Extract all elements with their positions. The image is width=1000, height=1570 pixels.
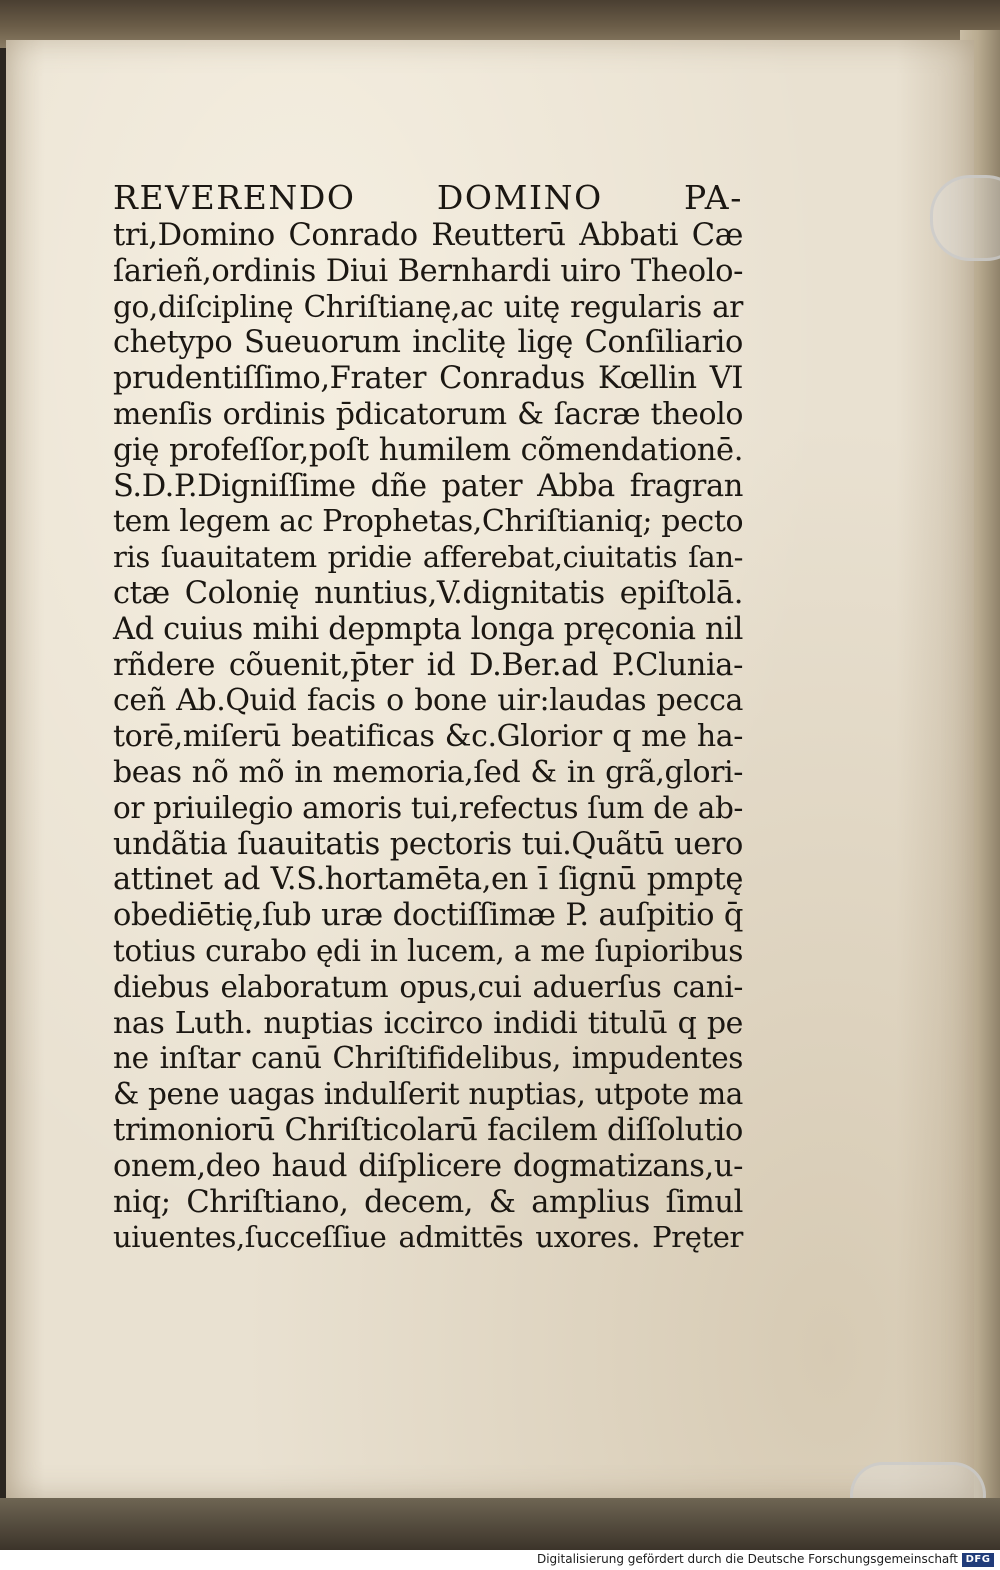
text-line: ceñ Ab.Quid facis o bone uir:laudas pecca	[113, 683, 743, 719]
text-line: ne inſtar canū Chriſtifidelibus, impudentes	[113, 1041, 743, 1076]
text-line: obediētię,ſub uræ doctiſſimæ P. auſpitio q̄	[113, 898, 743, 934]
text-line: totius curabo ędi in lucem, a me ſupioribus	[113, 933, 743, 968]
text-line: torē,miſerū beatificas &c.Glorior q me ha-	[113, 719, 743, 755]
text-line: Ad cuius mihi depmpta longa pręconia nil	[113, 611, 743, 647]
dedication-letter-text	[113, 178, 743, 1256]
text-line: undãtia ſuauitatis pectoris tui.Quãtū uero	[113, 826, 743, 862]
text-line: ctæ Colonię nuntius,V.dignitatis epiſtolā.	[113, 575, 743, 611]
digitization-credit: Digitalisierung gefördert durch die Deutsche Forschungsgemeinschaft	[536, 1552, 958, 1566]
dfg-logo-icon: DFG	[962, 1553, 994, 1567]
text-line: trimoniorū Chriſticolarū facilem diſſolutio	[113, 1112, 743, 1148]
text-line: uiuentes,ſucceſſiue admittēs uxores. Pręter	[113, 1220, 743, 1255]
text-line: chetypo Sueuorum inclitę ligę Conſiliario	[113, 325, 743, 361]
text-line: & pene uagas indulſerit nuptias, utpote ma	[113, 1077, 743, 1112]
text-line: go,diſciplinę Chriſtianę,ac uitę regularis ar	[113, 289, 743, 324]
text-line: prudentiſſimo,Frater Conradus Kœllin VI	[113, 361, 743, 397]
text-line: menſis ordinis p̄dicatorum & ſacræ theolo	[113, 396, 743, 432]
text-line: gię profeſſor,poſt humilem cõmendationē.	[113, 432, 743, 468]
text-line: diebus elaboratum opus,cui aduerſus cani-	[113, 969, 743, 1004]
text-line: tem legem ac Prophetas,Chriſtianiq; pecto	[113, 504, 744, 540]
heading-line: REVERENDO DOMINO PA-	[113, 178, 743, 217]
text-line: attinet ad V.S.hortamēta,en ī ſignū pmptę	[113, 862, 743, 898]
text-line: niq; Chriſtiano, decem, & amplius ſimul	[113, 1184, 743, 1220]
text-line: beas nõ mõ in memoria,ſed & in grã,glori-	[113, 754, 743, 790]
text-line: ris ſuauitatem pridie afferebat,ciuitatis ſan-	[113, 540, 743, 575]
text-line: tri,Domino Conrado Reutterū Abbati Cæ	[113, 218, 743, 253]
text-line: nas Luth. nuptias iccirco indidi titulū q pe	[113, 1005, 743, 1041]
text-line: or priuilegio amoris tui,refectus ſum de ab-	[113, 790, 743, 825]
text-line: onem,deo haud diſplicere dogmatizans,u-	[113, 1148, 743, 1184]
text-line: S.D.P.Digniſſime dñe pater Abba fragran	[113, 468, 743, 504]
text-line: rñdere cõuenit,p̄ter id D.Ber.ad P.Clunia-	[113, 647, 743, 683]
text-line: ſarieñ,ordinis Diui Bernhardi uiro Theolo-	[113, 253, 743, 289]
book-bottom-edge	[0, 1498, 1000, 1550]
page-clip-top	[930, 175, 1000, 261]
